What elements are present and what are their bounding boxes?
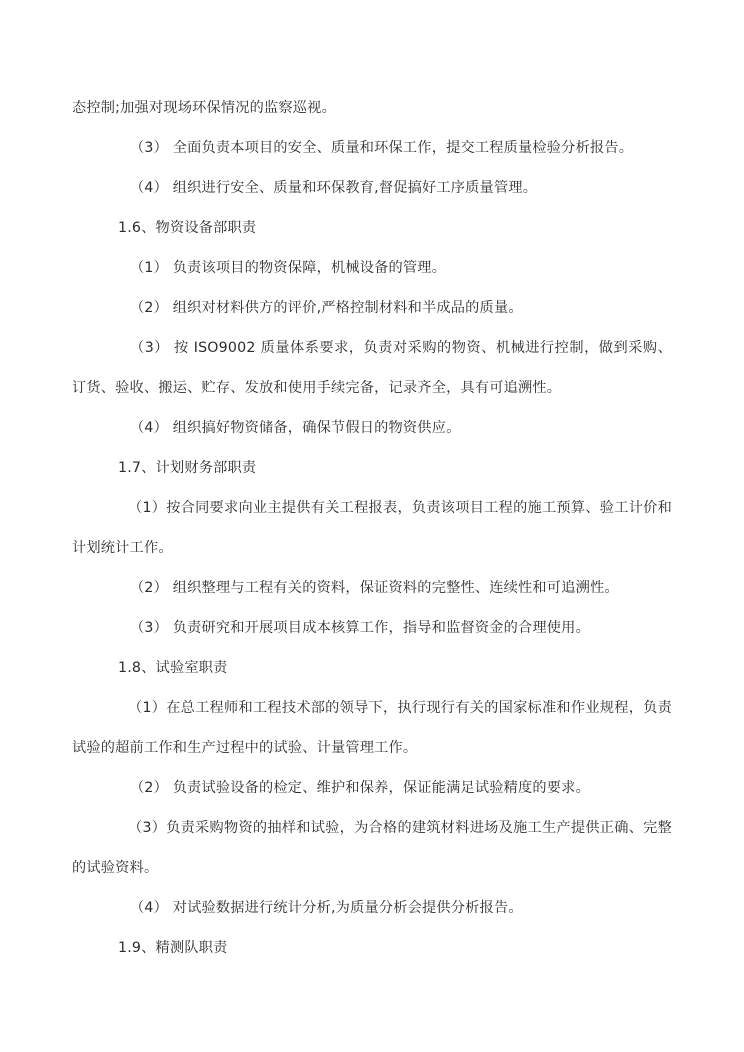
section-heading-1-6: 1.6、物资设备部职责 [118,220,257,236]
section-heading-1-7: 1.7、计划财务部职责 [118,460,257,476]
list-item-1-7-3: （3） 负责研究和开展项目成本核算工作，指导和监督资金的合理使用。 [130,620,590,636]
list-item-1-6-2: （2） 组织对材料供方的评价,严格控制材料和半成品的质量。 [130,300,523,316]
list-item-1-8-1: （1）在总工程师和工程技术部的领导下，执行现行有关的国家标准和作业规程，负责试验的超前工作和生产过程中的试验、计量管理工作。 [72,700,672,756]
section-heading-1-8: 1.8、试验室职责 [118,660,228,676]
list-item-1-6-3: （3） 按 ISO9002 质量体系要求，负责对采购的物资、机械进行控制，做到采购、订货、验收、搬运、贮存、发放和使用手续完备，记录齐全，具有可追溯性。 [72,340,672,396]
section-heading-1-9: 1.9、精测队职责 [118,940,228,956]
paragraph-continuation: 态控制;加强对现场环保情况的监察巡视。 [72,100,336,116]
list-item-1-7-2: （2） 组织整理与工程有关的资料，保证资料的完整性、连续性和可追溯性。 [130,580,619,596]
document-text-body [72,88,672,968]
list-item-1-5-4: （4） 组织进行安全、质量和环保教育,督促搞好工序质量管理。 [130,180,538,196]
list-item-1-6-1: （1） 负责该项目的物资保障，机械设备的管理。 [130,260,447,276]
list-item-1-8-4: （4） 对试验数据进行统计分析,为质量分析会提供分析报告。 [130,900,523,916]
list-item-1-5-3: （3） 全面负责本项目的安全、质量和环保工作，提交工程质量检验分析报告。 [130,140,634,156]
list-item-1-8-2: （2） 负责试验设备的检定、维护和保养，保证能满足试验精度的要求。 [130,780,590,796]
list-item-1-6-4: （4） 组织搞好物资储备，确保节假日的物资供应。 [130,420,461,436]
list-item-1-7-1: （1）按合同要求向业主提供有关工程报表，负责该项目工程的施工预算、验工计价和计划统计工作。 [72,500,672,556]
list-item-1-8-3: （3）负责采购物资的抽样和试验，为合格的建筑材料进场及施工生产提供正确、完整的试验资料。 [72,820,672,876]
